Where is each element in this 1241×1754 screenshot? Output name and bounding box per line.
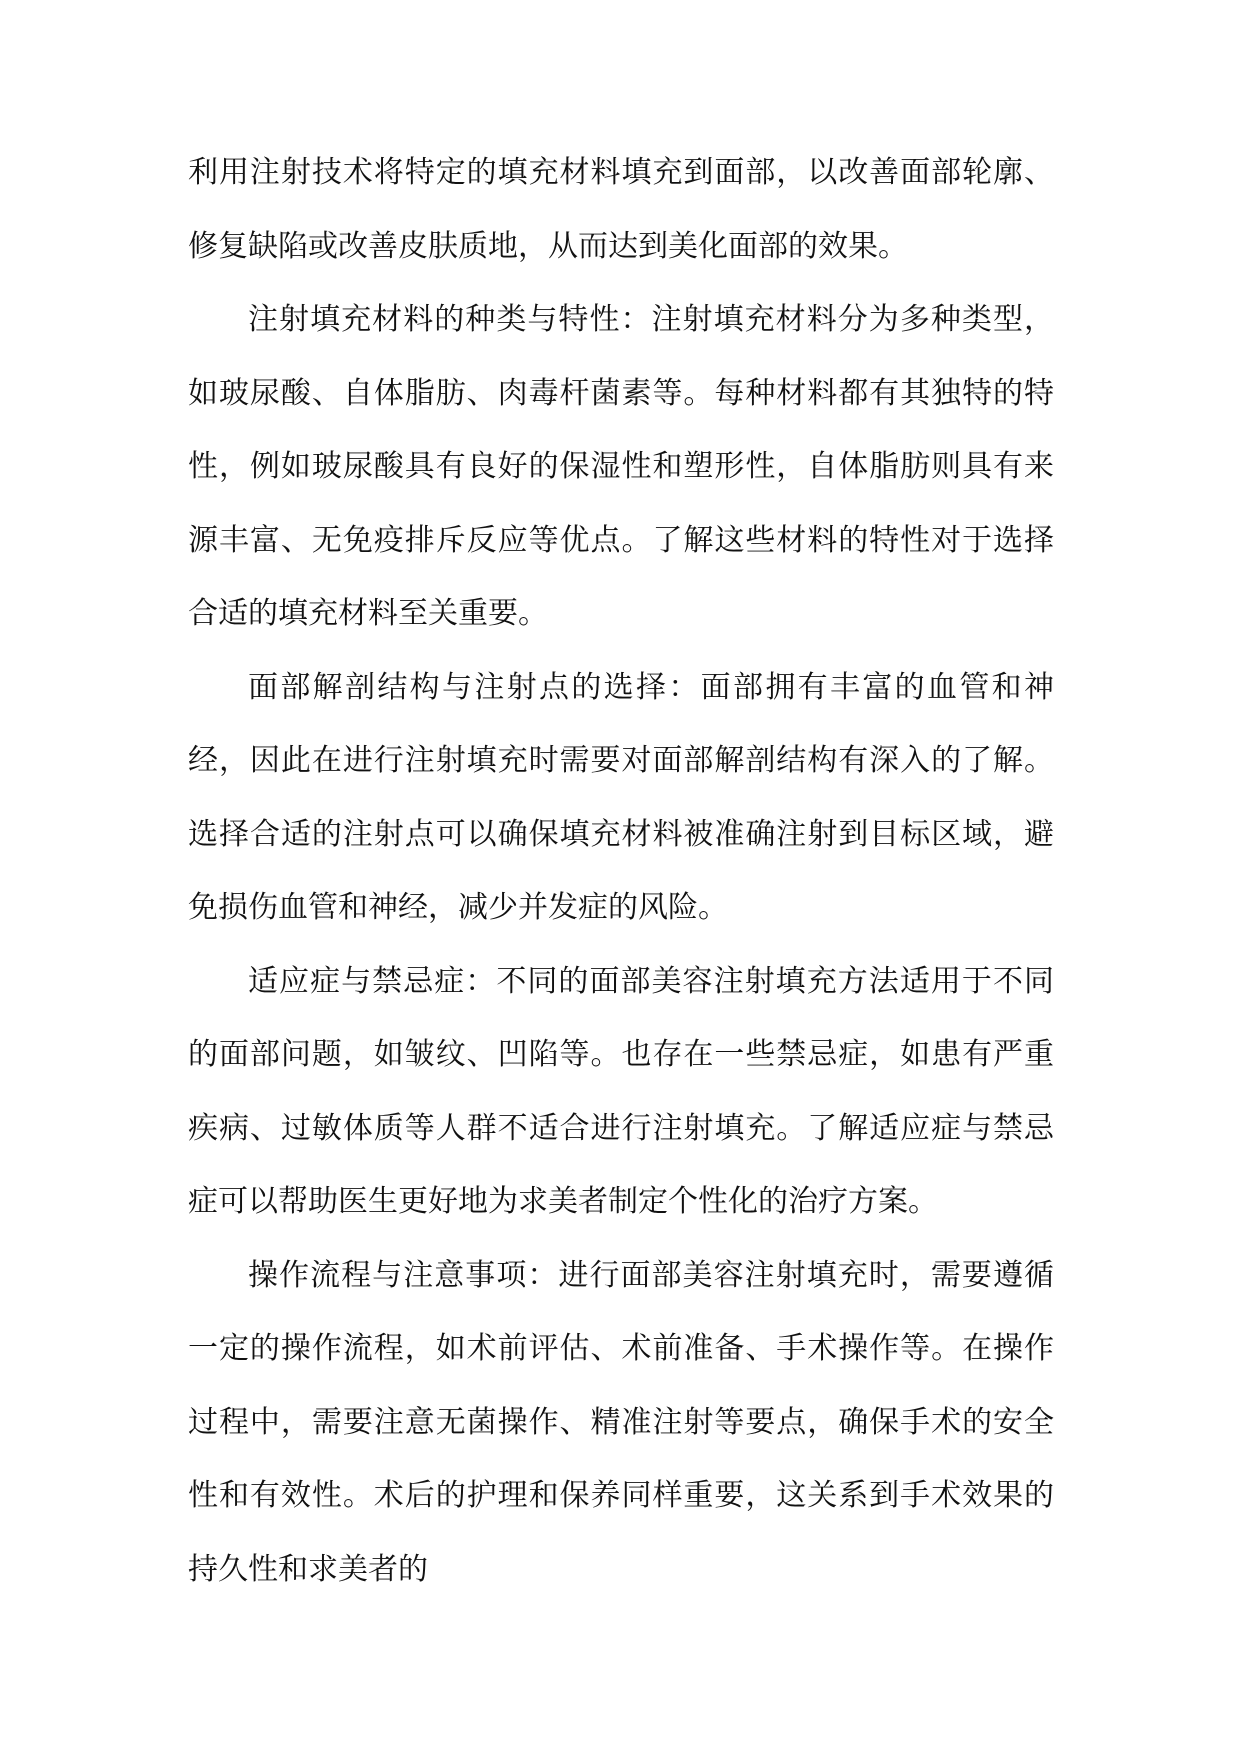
paragraph-intro-continuation: 利用注射技术将特定的填充材料填充到面部，以改善面部轮廓、修复缺陷或改善皮肤质地，从而达到美化面部的效果。 xyxy=(188,155,1054,264)
paragraph-filler-types: 注射填充材料的种类与特性：注射填充材料分为多种类型，如玻尿酸、自体脂肪、肉毒杆菌素等。每种材料都有其独特的特性，例如玻尿酸具有良好的保湿性和塑形性，自体脂肪则具有来源丰富、无免疫排斥反应等优点。了解这些材料的特性对于选择合适的填充材料至关重要。 xyxy=(188,302,1054,631)
paragraph-procedure: 操作流程与注意事项：进行面部美容注射填充时，需要遵循一定的操作流程，如术前评估、术前准备、手术操作等。在操作过程中，需要注意无菌操作、精准注射等要点，确保手术的安全性和有效性。术后的护理和保养同样重要，这关系到手术效果的持久性和求美者的 xyxy=(188,1257,1054,1587)
paragraph-facial-anatomy: 面部解剖结构与注射点的选择：面部拥有丰富的血管和神经，因此在进行注射填充时需要对面部解剖结构有深入的了解。选择合适的注射点可以确保填充材料被准确注射到目标区域，避免损伤血管和神经，减少并发症的风险。 xyxy=(188,669,1054,925)
document-body xyxy=(188,136,1054,1606)
paragraph-indications: 适应症与禁忌症：不同的面部美容注射填充方法适用于不同的面部问题，如皱纹、凹陷等。也存在一些禁忌症，如患有严重疾病、过敏体质等人群不适合进行注射填充。了解适应症与禁忌症可以帮助医生更好地为求美者制定个性化的治疗方案。 xyxy=(188,963,1054,1219)
